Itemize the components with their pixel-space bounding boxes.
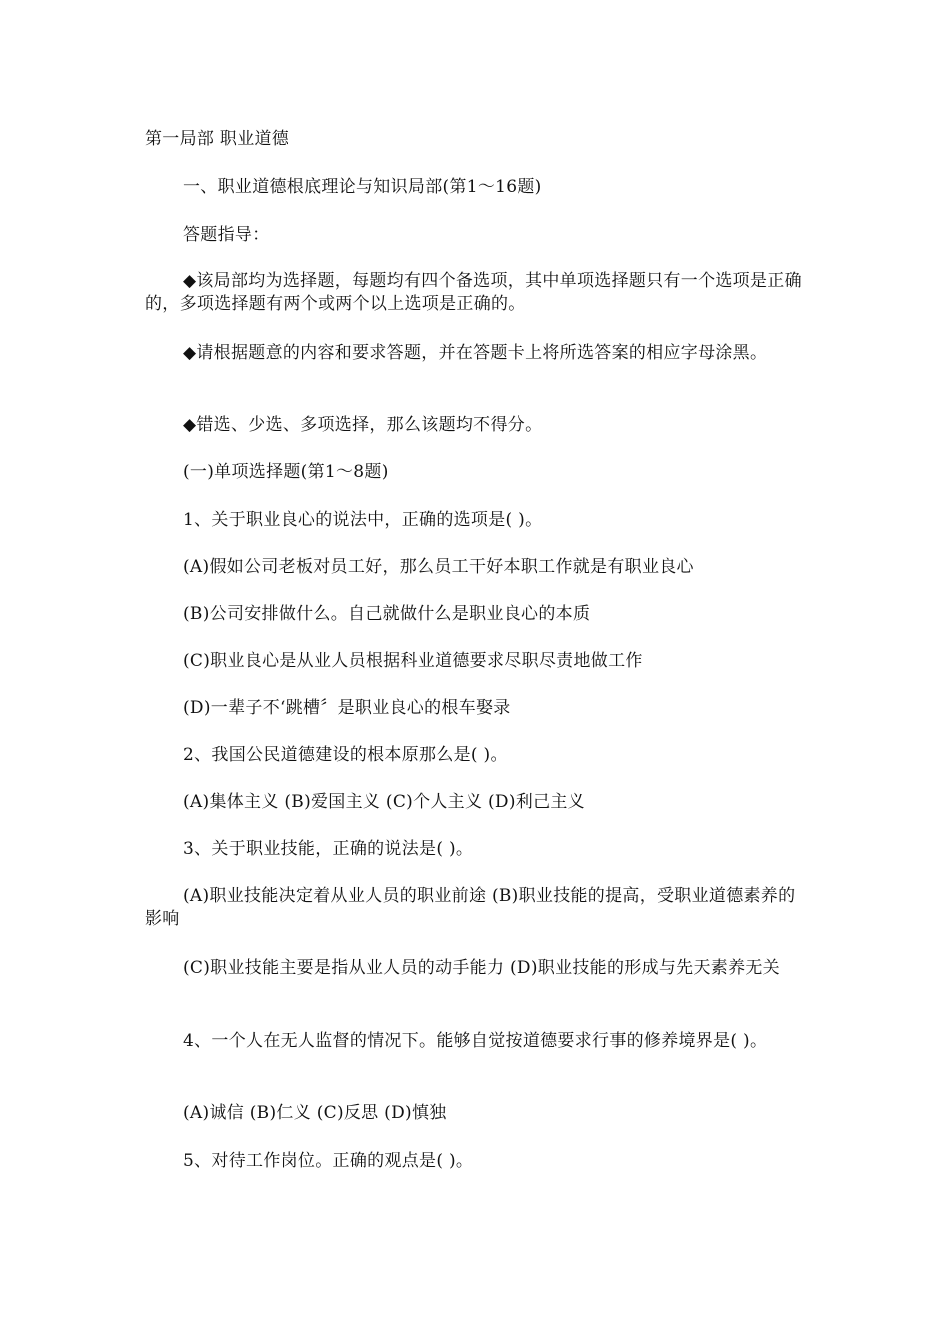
question-stem: 5、对待工作岗位。正确的观点是( )。 (183, 1151, 474, 1171)
subsection-heading: (一)单项选择题(第1～8题) (183, 462, 389, 482)
instruction-item: ◆该局部均为选择题，每题均有四个备选项，其中单项选择题只有一个选项是正确的，多项选择题有两个或两个以上选项是正确的。 (145, 271, 802, 314)
question-stem: 1、关于职业良心的说法中，正确的选项是( )。 (183, 510, 543, 530)
section-heading: 一、职业道德根底理论与知识局部(第1～16题) (183, 177, 542, 197)
question-stem: 4、一个人在无人监督的情况下。能够自觉按道德要求行事的修养境界是( )。 (183, 1031, 768, 1051)
question-options: (A)诚信 (B)仁义 (C)反思 (D)慎独 (183, 1103, 447, 1123)
question-stem: 3、关于职业技能，正确的说法是( )。 (183, 839, 474, 859)
question-option: (D)一辈子不‘跳槽〞是职业良心的根车娶录 (183, 698, 511, 718)
question-option: (C)职业技能主要是指从业人员的动手能力 (D)职业技能的形成与先天素养无关 (183, 958, 780, 978)
question-option: (A)职业技能决定着从业人员的职业前途 (B)职业技能的提高，受职业道德素养的影响 (145, 886, 796, 929)
question-option: (B)公司安排做什么。自己就做什么是职业良心的本质 (183, 604, 591, 624)
instruction-title: 答题指导： (183, 225, 270, 245)
question-option: (A)假如公司老板对员工好，那么员工干好本职工作就是有职业良心 (183, 557, 694, 577)
instruction-item: ◆错选、少选、多项选择，那么该题均不得分。 (183, 415, 543, 435)
instruction-item: ◆请根据题意的内容和要求答题，并在答题卡上将所选答案的相应字母涂黑。 (183, 343, 768, 363)
question-stem: 2、我国公民道德建设的根本原那么是( )。 (183, 745, 508, 765)
question-options: (A)集体主义 (B)爱国主义 (C)个人主义 (D)利己主义 (183, 792, 585, 812)
question-option: (C)职业良心是从业人员根据科业道德要求尽职尽责地做工作 (183, 651, 643, 671)
part-heading: 第一局部 职业道德 (145, 129, 290, 149)
